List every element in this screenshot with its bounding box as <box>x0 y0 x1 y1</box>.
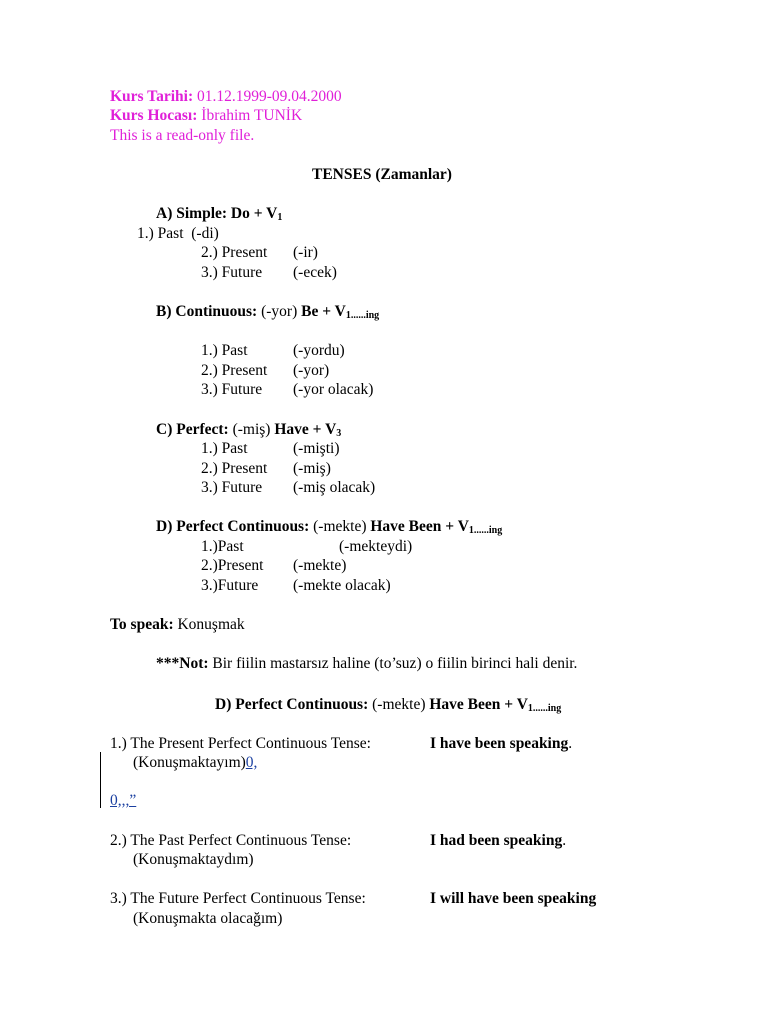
perfect-item-present-suffix: (-miş) <box>293 460 331 477</box>
pc-item-present-suffix: (-mekte) <box>293 557 347 574</box>
perfect-heading-formula: Have + V <box>274 421 337 438</box>
title-text: TENSES (Zamanlar) <box>312 166 452 183</box>
continuous-heading-formula: Be + V <box>301 303 346 320</box>
example-2-end: . <box>562 832 567 849</box>
perfect-heading-label: C) Perfect: <box>156 421 229 438</box>
perfect-item-future-suffix: (-miş olacak) <box>293 479 376 496</box>
course-date <box>110 88 342 106</box>
example-2-translation: (Konuşmaktaydım) <box>133 851 254 868</box>
pc-item-future-suffix: (-mekte olacak) <box>293 577 391 594</box>
to-speak-line <box>110 616 245 634</box>
pc-repeat-suffix: (-mekte) <box>372 696 426 713</box>
continuous-heading-label: B) Continuous: <box>156 303 258 320</box>
perfect-item-future: 3.) Future <box>201 479 263 496</box>
example-3-translation: (Konuşmakta olacağım) <box>133 910 283 927</box>
pc-repeat-subscript: 1......ing <box>527 703 562 714</box>
simple-item-future-suffix: (-ecek) <box>293 264 337 281</box>
example-1-sentence <box>430 735 572 753</box>
perfect-heading-suffix: (-miş) <box>232 421 271 438</box>
pc-subscript: 1......ing <box>468 525 503 536</box>
example-3-sentence <box>430 890 596 908</box>
example-1-name: 1.) The Present Perfect Continuous Tense: <box>110 735 371 752</box>
link-line-text[interactable]: 0,,,” <box>110 792 137 809</box>
example-1-translation <box>133 754 257 772</box>
pc-heading-repeat <box>215 696 561 718</box>
continuous-item-past-suffix: (-yordu) <box>293 342 345 359</box>
continuous-item-future: 3.) Future <box>201 381 263 398</box>
perfect-item-past-suffix: (-mişti) <box>293 440 340 457</box>
item-number: 1.) Past <box>137 225 184 242</box>
to-speak-value: Konuşmak <box>177 616 245 633</box>
simple-item-present <box>201 244 267 262</box>
pc-item-past-suffix: (-mekteydi) <box>339 538 413 555</box>
example-3-sentence-text: I will have been speaking <box>430 890 597 907</box>
perfect-item-past: 1.) Past <box>201 440 248 457</box>
link-line[interactable] <box>110 792 136 810</box>
example-2-sentence <box>430 832 566 850</box>
perfect-continuous-heading <box>156 518 502 540</box>
course-teacher-label: Kurs Hocası: <box>110 107 198 124</box>
page-title <box>312 166 452 184</box>
example-1-translation-text: (Konuşmaktayım) <box>133 754 246 771</box>
example-1-sentence-text: I have been speaking <box>430 735 569 752</box>
simple-item-future: 3.) Future <box>201 264 263 281</box>
course-teacher-value: İbrahim TUNİK <box>201 107 303 124</box>
continuous-item-present-suffix: (-yor) <box>293 362 330 379</box>
item-suffix: (-di) <box>191 225 219 242</box>
perfect-subscript: 3 <box>336 428 342 439</box>
pc-repeat-label: D) Perfect Continuous: <box>215 696 369 713</box>
note-label: ***Not: <box>156 655 209 672</box>
simple-item-past <box>137 225 219 243</box>
course-date-value: 01.12.1999-09.04.2000 <box>197 88 342 105</box>
continuous-item-future-suffix: (-yor olacak) <box>293 381 374 398</box>
simple-subscript: 1 <box>277 212 283 223</box>
course-teacher <box>110 107 302 125</box>
course-date-label: Kurs Tarihi: <box>110 88 194 105</box>
example-2-name: 2.) The Past Perfect Continuous Tense: <box>110 832 352 849</box>
continuous-item-past: 1.) Past <box>201 342 248 359</box>
read-only-note: This is a read-only file. <box>110 127 255 144</box>
item-number: 2.) Present <box>201 244 268 261</box>
perfect-item-present: 2.) Present <box>201 460 268 477</box>
pc-heading-formula: Have Been + V <box>370 518 469 535</box>
pc-repeat-formula: Have Been + V <box>429 696 528 713</box>
revision-bar <box>100 752 101 808</box>
continuous-item-present: 2.) Present <box>201 362 268 379</box>
pc-heading-suffix: (-mekte) <box>313 518 367 535</box>
continuous-heading <box>156 303 379 325</box>
continuous-subscript: 1......ing <box>345 310 380 321</box>
pc-item-present: 2.)Present <box>201 557 264 574</box>
pc-item-future: 3.)Future <box>201 577 259 594</box>
pc-item-past: 1.)Past <box>201 538 244 555</box>
note-text: Bir fiilin mastarsız haline (to’suz) o fiilin birinci hali denir. <box>212 655 578 672</box>
example-1-end: . <box>568 735 573 752</box>
simple-heading-text: A) Simple: Do + V <box>156 205 278 222</box>
simple-item-present-suffix: (-ir) <box>293 244 318 261</box>
example-1-link[interactable]: 0, <box>245 754 258 771</box>
continuous-heading-suffix: (-yor) <box>261 303 298 320</box>
simple-heading <box>156 205 282 227</box>
note-line <box>156 655 577 673</box>
pc-heading-label: D) Perfect Continuous: <box>156 518 310 535</box>
example-3-name: 3.) The Future Perfect Continuous Tense: <box>110 890 366 907</box>
example-2-sentence-text: I had been speaking <box>430 832 563 849</box>
to-speak-label: To speak: <box>110 616 174 633</box>
